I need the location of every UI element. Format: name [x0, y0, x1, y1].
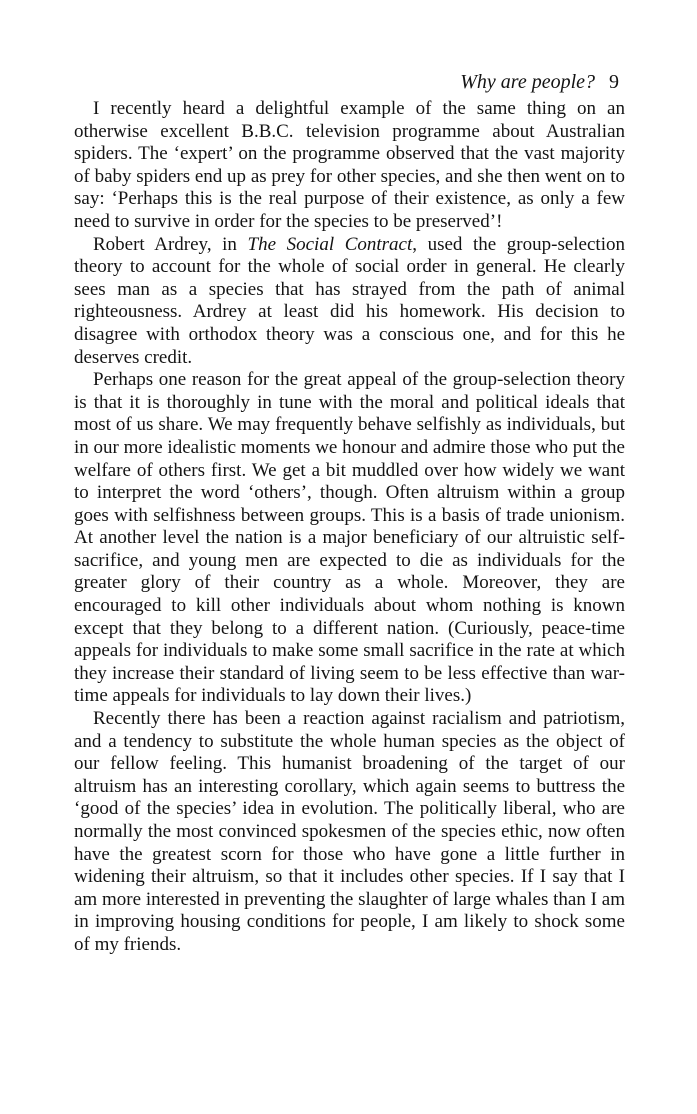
paragraph — [74, 369, 625, 708]
paragraph-text: Robert Ardrey, in — [93, 233, 248, 255]
book-title: The Social Contract — [247, 233, 413, 255]
page-number: 9 — [609, 71, 619, 93]
paragraph-text: I recently heard a delightful example of the same thing on an otherwise excellent B.B.C. television programme about Australian spiders. The ‘expert’ on the programme observed that the vast majority of baby spiders end up as prey for other species, and she then went on to say: ‘Perhaps this is the real purpose of their existence, as only a few need to survive in order for the species to be preserved’! — [74, 98, 625, 232]
running-head-title: Why are people? — [460, 71, 595, 93]
paragraph — [74, 234, 625, 370]
paragraph-text: , used the group-selection theory to account for the whole of social order in general. He clearly sees man as a species that has strayed from the path of animal righteousness. Ardrey at least did his homework. His decision to disagree with orthodox theory was a conscious one, and for this he deserves credit. — [74, 233, 625, 368]
running-head — [460, 70, 619, 94]
body-text — [74, 98, 625, 957]
paragraph-text: Recently there has been a reaction against racialism and patriotism, and a tendency to substitute the whole human species as the object of our fellow feeling. This humanist broadening of the target of our altruism has an interesting corollary, which again seems to buttress the ‘good of the species’ idea in evolution. The politically liberal, who are normally the most convinced spokesmen of the species ethic, now often have the greatest scorn for those who have gone a little further in widening their altruism, so that it includes other species. If I say that I am more interested in preventing the slaughter of large whales than I am in improving housing conditions for people, I am likely to shock some of my friends. — [74, 708, 625, 955]
paragraph-text: Perhaps one reason for the great appeal of the group-selection theory is that it is thoroughly in tune with the moral and political ideals that most of us share. We may frequently behave selfishly as individuals, but in our more idealistic moments we honour and admire those who put the welfare of others first. We get a bit muddled over how widely we want to interpret the word ‘others’, though. Often altruism within a group goes with selfishness between groups. This is a basis of trade unionism. At another level the nation is a major beneficiary of our altruistic self-sacrifice, and young men are expected to die as individuals for the greater glory of their country as a whole. Moreover, they are encouraged to kill other individuals about whom nothing is known except that they belong to a different nation. (Curiously, peace-time appeals for individuals to make some small sacrifice in the rate at which they increase their standard of living seem to be less effective than war-time appeals for individuals to lay down their lives.) — [74, 369, 625, 707]
paragraph — [74, 708, 625, 957]
paragraph — [74, 98, 625, 234]
